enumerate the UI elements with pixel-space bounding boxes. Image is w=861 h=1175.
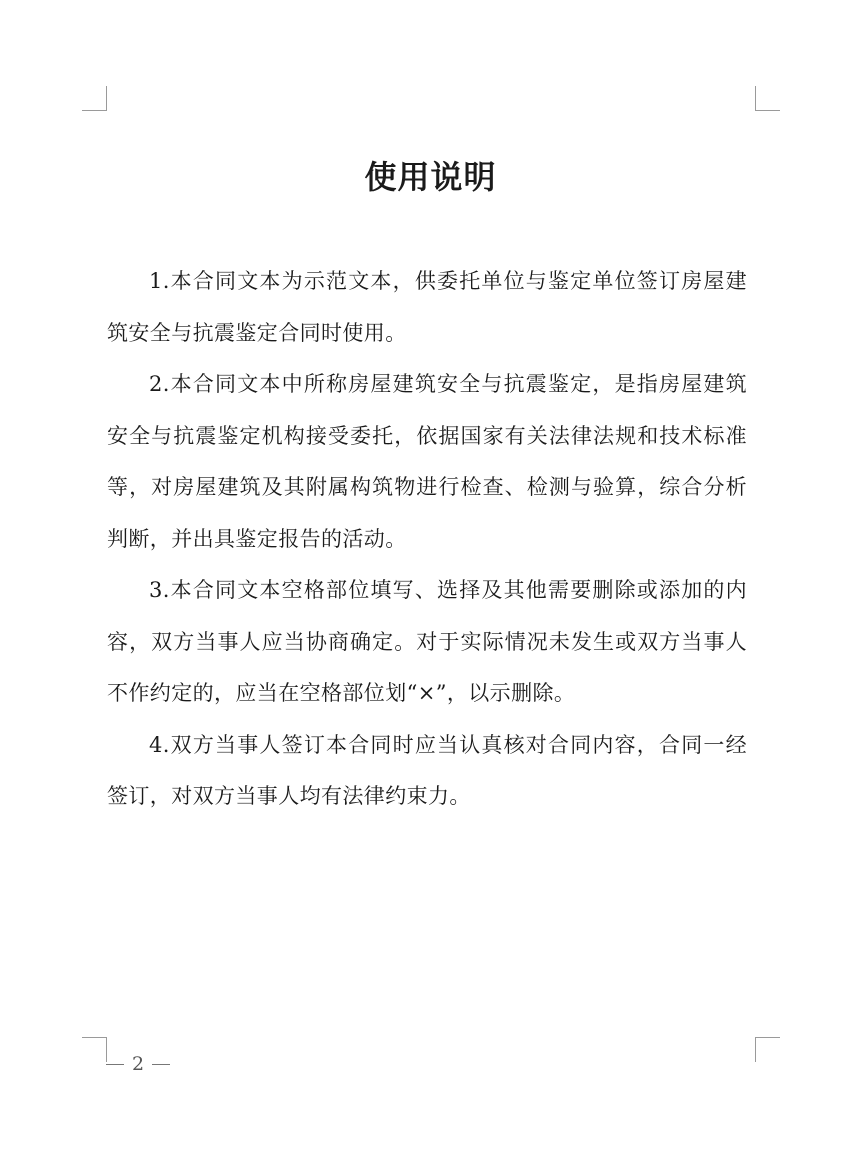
crop-mark-bottom-right [755,1037,780,1062]
crop-mark-bottom-left [82,1037,107,1062]
instruction-paragraph-2: 2.本合同文本中所称房屋建筑安全与抗震鉴定，是指房屋建筑安全与抗震鉴定机构接受委托，依据国家有关法律法规和技术标准等，对房屋建筑及其附属构筑物进行检查、检测与验算，综合分析判断，并出具鉴定报告的活动。 [107,372,747,551]
page-number-value: 2 [132,1053,145,1075]
instruction-paragraph-4: 4.双方当事人签订本合同时应当认真核对合同内容，合同一经签订，对双方当事人均有法律约束力。 [107,732,747,808]
instruction-paragraph-3: 3.本合同文本空格部位填写、选择及其他需要删除或添加的内容，双方当事人应当协商确定。对于实际情况未发生或双方当事人不作约定的，应当在空格部位划“×”，以示删除。 [107,578,747,705]
instruction-paragraph-1: 1.本合同文本为示范文本，供委托单位与鉴定单位签订房屋建筑安全与抗震鉴定合同时使用。 [107,269,747,345]
crop-mark-top-left [82,86,107,111]
instructions-body [107,256,747,823]
crop-mark-top-right [755,86,780,111]
page-title: 使用说明 [364,158,497,196]
page-number [106,1050,170,1078]
page-number-dash-right [152,1064,170,1065]
page-number-dash-left [106,1064,124,1065]
